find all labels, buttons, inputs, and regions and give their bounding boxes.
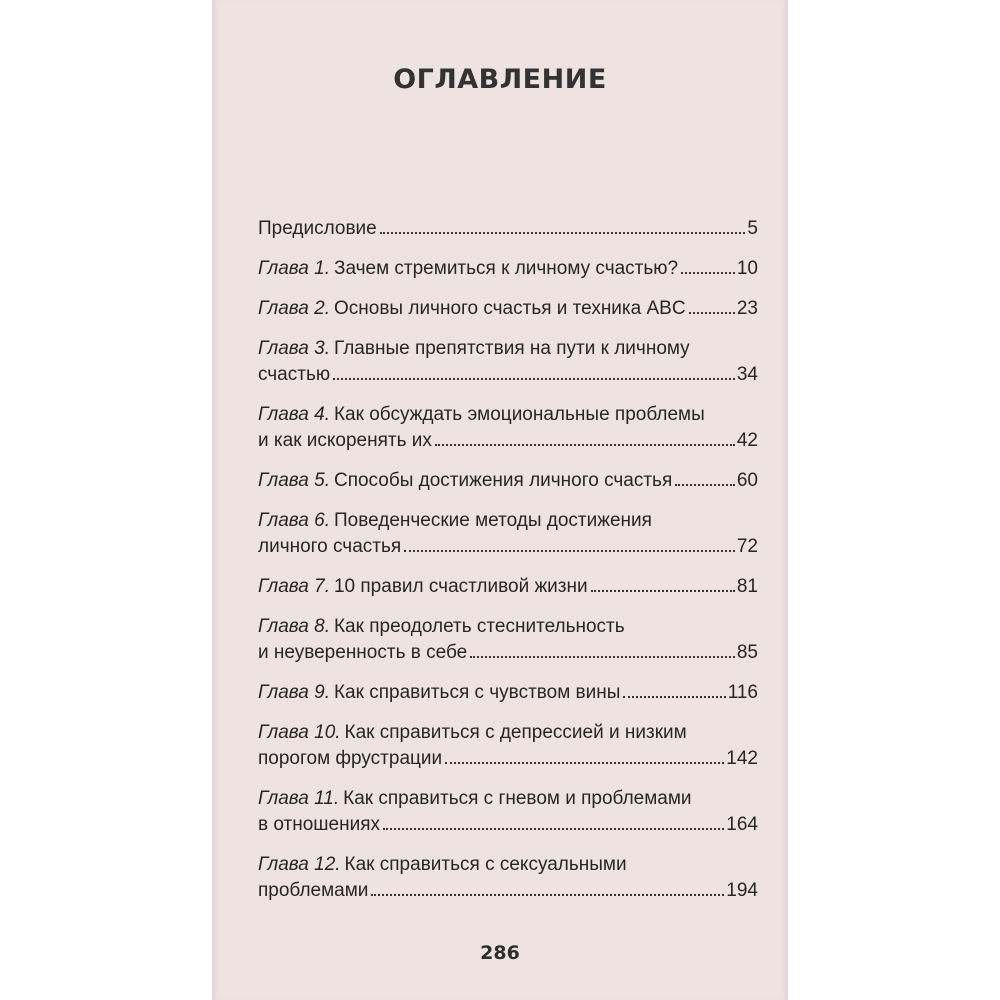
toc-entry-line	[258, 428, 758, 454]
entry-page-number: 23	[736, 298, 758, 319]
chapter-label: Глава 11.	[258, 788, 340, 809]
entry-page-number: 81	[736, 576, 758, 597]
entry-title: и неуверенность в себе	[258, 642, 468, 663]
entry-title: в отношениях	[258, 814, 380, 835]
entry-page-number: 72	[736, 536, 758, 557]
toc-entry	[258, 852, 758, 904]
toc-entry	[258, 296, 758, 322]
chapter-label: Глава 1.	[258, 258, 330, 279]
table-of-contents	[258, 216, 758, 918]
entry-title: порогом фрустрации	[258, 748, 443, 769]
dot-leader	[380, 232, 746, 234]
dot-leader	[591, 590, 735, 592]
toc-entry	[258, 680, 758, 706]
chapter-label: Глава 3.	[258, 338, 330, 359]
dot-leader	[675, 484, 735, 486]
chapter-label: Глава 8.	[258, 616, 330, 637]
entry-title: Как справиться с сексуальными	[344, 854, 627, 875]
dot-leader	[435, 444, 735, 446]
toc-entry-line	[258, 296, 758, 322]
toc-entry-line	[258, 720, 758, 746]
dot-leader	[689, 312, 735, 314]
toc-entry-line	[258, 852, 758, 878]
entry-title: Как обсуждать эмоциональные проблемы	[333, 404, 705, 425]
toc-entry	[258, 614, 758, 666]
toc-entry-line	[258, 746, 758, 772]
toc-entry-line	[258, 878, 758, 904]
toc-entry	[258, 508, 758, 560]
toc-entry	[258, 402, 758, 454]
chapter-label: Глава 9.	[258, 682, 330, 703]
page-title: ОГЛАВЛЕНИЕ	[393, 64, 607, 95]
entry-page-number: 142	[726, 748, 758, 769]
toc-entry	[258, 574, 758, 600]
entry-title: Как справиться с чувством вины	[333, 682, 621, 703]
toc-entry-line	[258, 640, 758, 666]
toc-entry-line	[258, 534, 758, 560]
entry-page-number: 194	[726, 880, 758, 901]
toc-entry-line	[258, 216, 758, 242]
dot-leader	[404, 550, 735, 552]
chapter-label: Глава 5.	[258, 470, 330, 491]
toc-entry-line	[258, 574, 758, 600]
dot-leader	[371, 894, 724, 896]
entry-page-number: 42	[736, 430, 758, 451]
toc-entry	[258, 720, 758, 772]
toc-entry-line	[258, 362, 758, 388]
entry-title: проблемами	[258, 880, 369, 901]
entry-page-number: 85	[736, 642, 758, 663]
chapter-label: Глава 6.	[258, 510, 330, 531]
toc-entry-line	[258, 336, 758, 362]
toc-entry	[258, 336, 758, 388]
chapter-label: Глава 4.	[258, 404, 330, 425]
entry-title: Как справиться с гневом и проблемами	[343, 788, 692, 809]
entry-page-number: 34	[736, 364, 758, 385]
toc-entry-line	[258, 680, 758, 706]
chapter-label: Глава 7.	[258, 576, 330, 597]
entry-title: Предисловие	[258, 218, 377, 239]
chapter-label: Глава 12.	[258, 854, 341, 875]
book-page	[212, 0, 788, 1000]
entry-title: Главные препятствия на пути к личному	[333, 338, 690, 359]
entry-title: счастью	[258, 364, 331, 385]
toc-entry-line	[258, 812, 758, 838]
entry-page-number: 116	[727, 682, 758, 703]
dot-leader	[383, 828, 724, 830]
dot-leader	[445, 762, 724, 764]
page-number: 286	[480, 942, 520, 964]
entry-title: личного счастья	[258, 536, 402, 557]
entry-title: Поведенческие методы достижения	[333, 510, 652, 531]
dot-leader	[681, 272, 735, 274]
entry-page-number: 10	[736, 258, 758, 279]
entry-page-number: 5	[747, 218, 758, 239]
toc-entry	[258, 786, 758, 838]
entry-title: Как справиться с депрессией и низким	[344, 722, 687, 743]
toc-entry-line	[258, 508, 758, 534]
chapter-label: Глава 2.	[258, 298, 330, 319]
toc-entry	[258, 256, 758, 282]
toc-entry-line	[258, 786, 758, 812]
toc-entry-line	[258, 256, 758, 282]
toc-entry-line	[258, 402, 758, 428]
entry-page-number: 60	[736, 470, 758, 491]
dot-leader	[470, 656, 735, 658]
entry-title: 10 правил счастливой жизни	[333, 576, 588, 597]
dot-leader	[333, 378, 735, 380]
entry-title: и как искоренять их	[258, 430, 432, 451]
toc-entry	[258, 468, 758, 494]
entry-title: Способы достижения личного счастья	[333, 470, 673, 491]
toc-entry-line	[258, 468, 758, 494]
toc-entry	[258, 216, 758, 242]
chapter-label: Глава 10.	[258, 722, 341, 743]
entry-title: Основы личного счастья и техника ABC	[333, 298, 686, 319]
entry-title: Как преодолеть стеснительность	[333, 616, 625, 637]
toc-entry-line	[258, 614, 758, 640]
entry-page-number: 164	[726, 814, 758, 835]
entry-title: Зачем стремиться к личному счастью?	[333, 258, 679, 279]
dot-leader	[623, 696, 725, 698]
